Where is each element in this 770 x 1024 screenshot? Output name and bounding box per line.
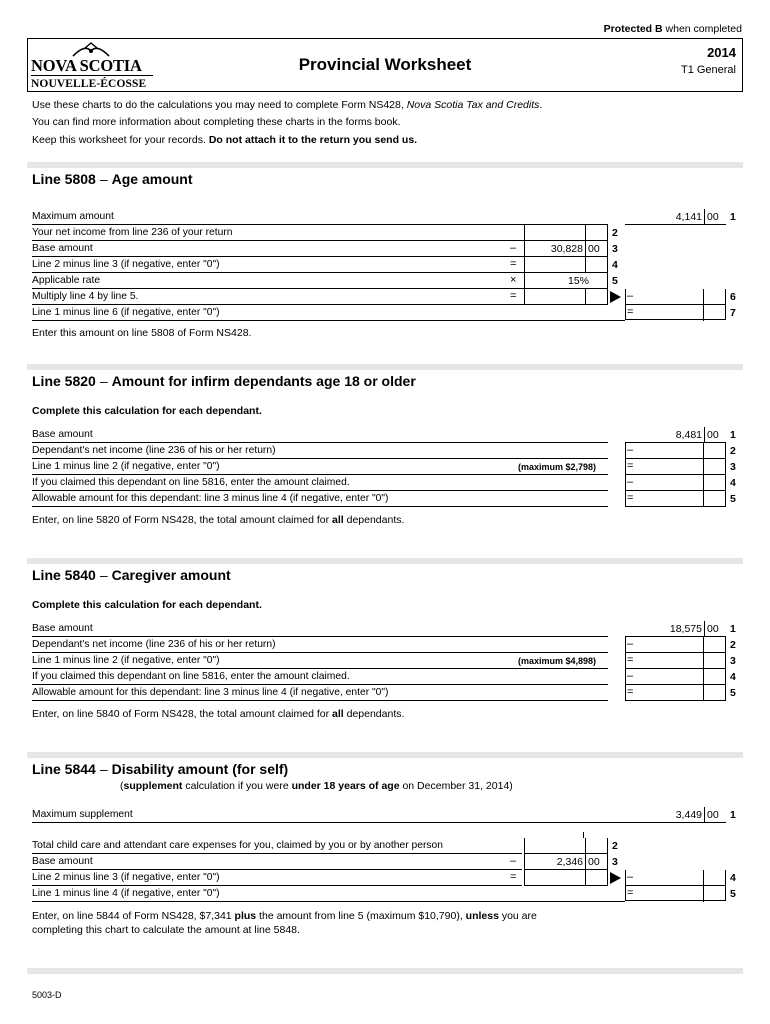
s5840-maximum-note: (maximum $4,898)	[518, 656, 597, 666]
s5840-row-2: Dependant's net income (line 236 of his or her return)	[32, 637, 608, 653]
minus-sign: –	[627, 638, 634, 650]
line-number: 2	[612, 227, 618, 239]
s5820-maximum-note: (maximum $2,798)	[518, 462, 597, 472]
line-number: 1	[730, 809, 736, 821]
s5840-row-5: Allowable amount for this dependant: line 3 minus line 4 (if negative, enter "0")	[32, 685, 608, 701]
equals-sign: =	[627, 306, 634, 318]
s5844-line4-carry[interactable]	[625, 870, 726, 886]
amount-cents: 00	[585, 854, 607, 870]
amount-dollars: 30,828	[550, 243, 583, 255]
title-dash: –	[99, 373, 108, 389]
section-5808-title	[32, 171, 193, 187]
instruction-text: Enter, on line 5840 of Form NS428, the total amount claimed for	[32, 708, 332, 720]
cents-field	[703, 289, 725, 305]
equals-sign: =	[627, 492, 634, 504]
section-name: Amount for infirm dependants age 18 or older	[111, 373, 416, 389]
s5840-line4-field[interactable]	[625, 669, 726, 685]
instruction-text-3: you are	[498, 910, 537, 922]
instruction-text: Enter, on line 5844 of Form NS428, $7,341	[32, 910, 235, 922]
logo-french: NOUVELLE-ÉCOSSE	[31, 78, 147, 90]
amount-cents: 00	[704, 621, 726, 637]
line-number: 4	[612, 259, 618, 271]
cents-field	[585, 870, 607, 886]
protected-label: Protected B	[603, 23, 663, 35]
cents-field	[585, 838, 607, 854]
s5820-row-4: If you claimed this dependant on line 5816, enter the amount claimed.	[32, 475, 608, 491]
s5808-row-5: Applicable rate	[32, 273, 608, 289]
instruction-text-2: the amount from line 5 (maximum $10,790),	[256, 910, 466, 922]
equals-sign: =	[627, 686, 634, 698]
cents-field	[703, 491, 725, 507]
s5808-result-field[interactable]	[625, 304, 726, 320]
instruction-end: dependants.	[343, 514, 405, 526]
cents-divider	[583, 832, 584, 838]
instruction-emphasis: all	[332, 708, 344, 720]
s5844-row-1: Maximum supplement	[32, 807, 625, 823]
subtitle-open: (	[120, 780, 124, 792]
s5808-row-2: Your net income from line 236 of your return	[32, 225, 608, 241]
section-name: Age amount	[111, 171, 193, 187]
instruction-line-1	[32, 909, 537, 923]
minus-sign: –	[627, 476, 634, 488]
line-code: Line 5844	[32, 761, 96, 777]
form-name: T1 General	[680, 64, 736, 76]
section-divider	[27, 364, 743, 370]
line-number: 5	[730, 888, 736, 900]
s5840-line3-field[interactable]	[625, 653, 726, 669]
title-dash: –	[99, 761, 108, 777]
cents-field	[703, 637, 725, 653]
intro-line-1	[32, 97, 542, 114]
s5820-base-amount	[625, 427, 726, 443]
line-number: 7	[730, 307, 736, 319]
minus-sign: –	[627, 290, 634, 302]
s5840-row-3: Line 1 minus line 2 (if negative, enter "0")	[32, 653, 608, 669]
equals-sign: =	[510, 871, 517, 883]
arrow-right-icon	[610, 291, 621, 303]
line-number: 4	[730, 872, 736, 884]
section-5820-title	[32, 373, 416, 389]
line-number: 5	[730, 687, 736, 699]
title-dash: –	[99, 567, 108, 583]
s5808-row-3: Base amount	[32, 241, 608, 257]
s5820-subtitle: Complete this calculation for each dependant.	[32, 405, 262, 417]
section-5844-title	[32, 761, 288, 777]
cents-field	[585, 257, 607, 273]
s5844-subtitle	[120, 780, 513, 792]
line-number: 3	[612, 856, 618, 868]
protected-b-notice	[604, 23, 742, 35]
instruction-emphasis-2: unless	[465, 910, 499, 922]
s5808-instruction: Enter this amount on line 5808 of Form NS428.	[32, 327, 252, 339]
amount-cents: 00	[585, 241, 607, 257]
s5820-row-2: Dependant's net income (line 236 of his or her return)	[32, 443, 608, 459]
amount-cents: 00	[704, 209, 726, 225]
s5808-row-1: Maximum amount	[32, 209, 608, 225]
cents-field	[585, 225, 607, 241]
form-code: 5003-D	[32, 990, 62, 1000]
s5820-line3-field[interactable]	[625, 459, 726, 475]
line-number: 3	[612, 243, 618, 255]
subtitle-emphasis-2: under 18 years of age	[291, 780, 400, 792]
minus-sign: –	[510, 855, 517, 867]
s5840-subtitle: Complete this calculation for each dependant.	[32, 599, 262, 611]
cents-field	[703, 870, 725, 886]
cents-field	[703, 653, 725, 669]
intro-form-title: Nova Scotia Tax and Credits	[406, 99, 540, 111]
line-number: 5	[730, 493, 736, 505]
equals-sign: =	[510, 290, 517, 302]
section-divider	[27, 162, 743, 168]
s5820-row-5: Allowable amount for this dependant: line 3 minus line 4 (if negative, enter "0")	[32, 491, 608, 507]
page-title: Provincial Worksheet	[298, 55, 472, 74]
line-code: Line 5840	[32, 567, 96, 583]
instruction-end: dependants.	[343, 708, 405, 720]
intro-text	[32, 97, 542, 149]
title-dash: –	[99, 171, 108, 187]
s5808-rate	[524, 273, 608, 289]
line-code: Line 5820	[32, 373, 96, 389]
amount-cents: 00	[704, 427, 726, 443]
s5820-dependant-income-field[interactable]	[625, 443, 726, 459]
intro-line-1-text: Use these charts to do the calculations you may need to complete Form NS428,	[32, 99, 407, 111]
cents-field	[703, 886, 725, 902]
s5808-line4-field[interactable]	[524, 257, 608, 273]
tax-year: 2014	[707, 45, 736, 60]
intro-line-2: You can find more information about completing these charts in the forms book.	[32, 116, 401, 129]
section-name: Disability amount (for self)	[111, 761, 289, 777]
s5844-max-supplement	[625, 807, 726, 823]
s5840-allowable-field[interactable]	[625, 685, 726, 701]
s5808-row-4: Line 2 minus line 3 (if negative, enter "0")	[32, 257, 608, 273]
subtitle-emphasis-1: supplement	[123, 780, 183, 792]
s5808-line6-carry[interactable]	[625, 289, 726, 305]
line-number: 4	[730, 671, 736, 683]
s5844-base-amount	[524, 854, 608, 870]
times-sign: ×	[510, 274, 517, 286]
s5840-row-4: If you claimed this dependant on line 5816, enter the amount claimed.	[32, 669, 608, 685]
worksheet-header	[27, 38, 743, 92]
s5840-instruction	[32, 707, 404, 721]
s5844-row-3: Base amount	[32, 854, 522, 870]
s5840-base-amount	[625, 621, 726, 637]
amount-dollars: 18,575	[669, 623, 702, 635]
instruction-line-2: completing this chart to calculate the amount at line 5848.	[32, 924, 300, 936]
line-number: 3	[730, 461, 736, 473]
line-code: Line 5808	[32, 171, 96, 187]
intro-warning: Do not attach it to the return you send us.	[208, 133, 418, 146]
line-number: 5	[612, 275, 618, 287]
s5820-row-3: Line 1 minus line 2 (if negative, enter "0")	[32, 459, 608, 475]
section-divider	[27, 558, 743, 564]
cents-field	[703, 685, 725, 701]
s5844-result-field[interactable]	[625, 885, 726, 901]
minus-sign: –	[627, 871, 634, 883]
line-number: 2	[730, 639, 736, 651]
equals-sign: =	[627, 460, 634, 472]
cents-field	[703, 443, 725, 459]
equals-sign: =	[510, 258, 517, 270]
s5808-line6-field[interactable]	[524, 289, 608, 305]
intro-line-3-text: Keep this worksheet for your records.	[32, 133, 209, 146]
line-number: 4	[730, 477, 736, 489]
s5844-instruction	[32, 909, 537, 937]
s5844-line4-field[interactable]	[524, 870, 608, 886]
cents-field	[703, 459, 725, 475]
s5820-allowable-field[interactable]	[625, 491, 726, 507]
s5808-net-income-field[interactable]	[524, 225, 608, 241]
s5820-line4-field[interactable]	[625, 475, 726, 491]
logo-english: NOVA SCOTIA	[31, 56, 142, 75]
s5844-row-5: Line 1 minus line 4 (if negative, enter "0")	[32, 886, 625, 902]
s5844-expenses-field[interactable]	[524, 838, 608, 854]
protected-suffix: when completed	[662, 23, 742, 35]
line-number: 2	[730, 445, 736, 457]
instruction-emphasis: all	[332, 514, 344, 526]
s5840-dependant-income-field[interactable]	[625, 637, 726, 653]
s5808-row-7: Line 1 minus line 6 (if negative, enter "0")	[32, 305, 625, 321]
line-number: 6	[730, 291, 736, 303]
line-number: 1	[730, 623, 736, 635]
equals-sign: =	[627, 887, 634, 899]
s5844-row-2: Total child care and attendant care expenses for you, claimed by you or by another person	[32, 838, 522, 854]
subtitle-end: on December 31, 2014)	[399, 780, 513, 792]
minus-sign: –	[510, 242, 517, 254]
line-number: 1	[730, 429, 736, 441]
line-number: 1	[730, 211, 736, 223]
minus-sign: –	[627, 670, 634, 682]
amount-dollars: 2,346	[556, 856, 583, 868]
rate-value: 15%	[567, 275, 589, 287]
instruction-text: Enter, on line 5820 of Form NS428, the total amount claimed for	[32, 514, 332, 526]
s5808-base-amount	[524, 241, 608, 257]
s5808-max-amount	[625, 209, 726, 225]
equals-sign: =	[627, 654, 634, 666]
section-divider	[27, 752, 743, 758]
s5840-row-1: Base amount	[32, 621, 608, 637]
line-number: 2	[612, 840, 618, 852]
cents-field	[585, 289, 607, 305]
section-divider	[27, 968, 743, 974]
amount-dollars: 4,141	[675, 211, 702, 223]
line-number: 3	[730, 655, 736, 667]
s5820-row-1: Base amount	[32, 427, 608, 443]
intro-line-1-end: .	[539, 99, 543, 111]
s5844-row-4: Line 2 minus line 3 (if negative, enter "0")	[32, 870, 522, 886]
logo-divider	[31, 75, 153, 76]
s5808-row-6: Multiply line 4 by line 5.	[32, 289, 608, 305]
subtitle-text: calculation if you were	[182, 780, 292, 792]
instruction-emphasis-1: plus	[234, 910, 257, 922]
amount-dollars: 3,449	[675, 809, 702, 821]
cents-field	[703, 305, 725, 321]
intro-line-3	[32, 132, 542, 149]
amount-cents: 00	[704, 807, 726, 823]
section-5840-title	[32, 567, 231, 583]
s5820-instruction	[32, 513, 404, 527]
cents-field	[703, 669, 725, 685]
cents-field	[703, 475, 725, 491]
minus-sign: –	[627, 444, 634, 456]
amount-dollars: 8,481	[675, 429, 702, 441]
arrow-right-icon	[610, 872, 621, 884]
section-name: Caregiver amount	[111, 567, 231, 583]
